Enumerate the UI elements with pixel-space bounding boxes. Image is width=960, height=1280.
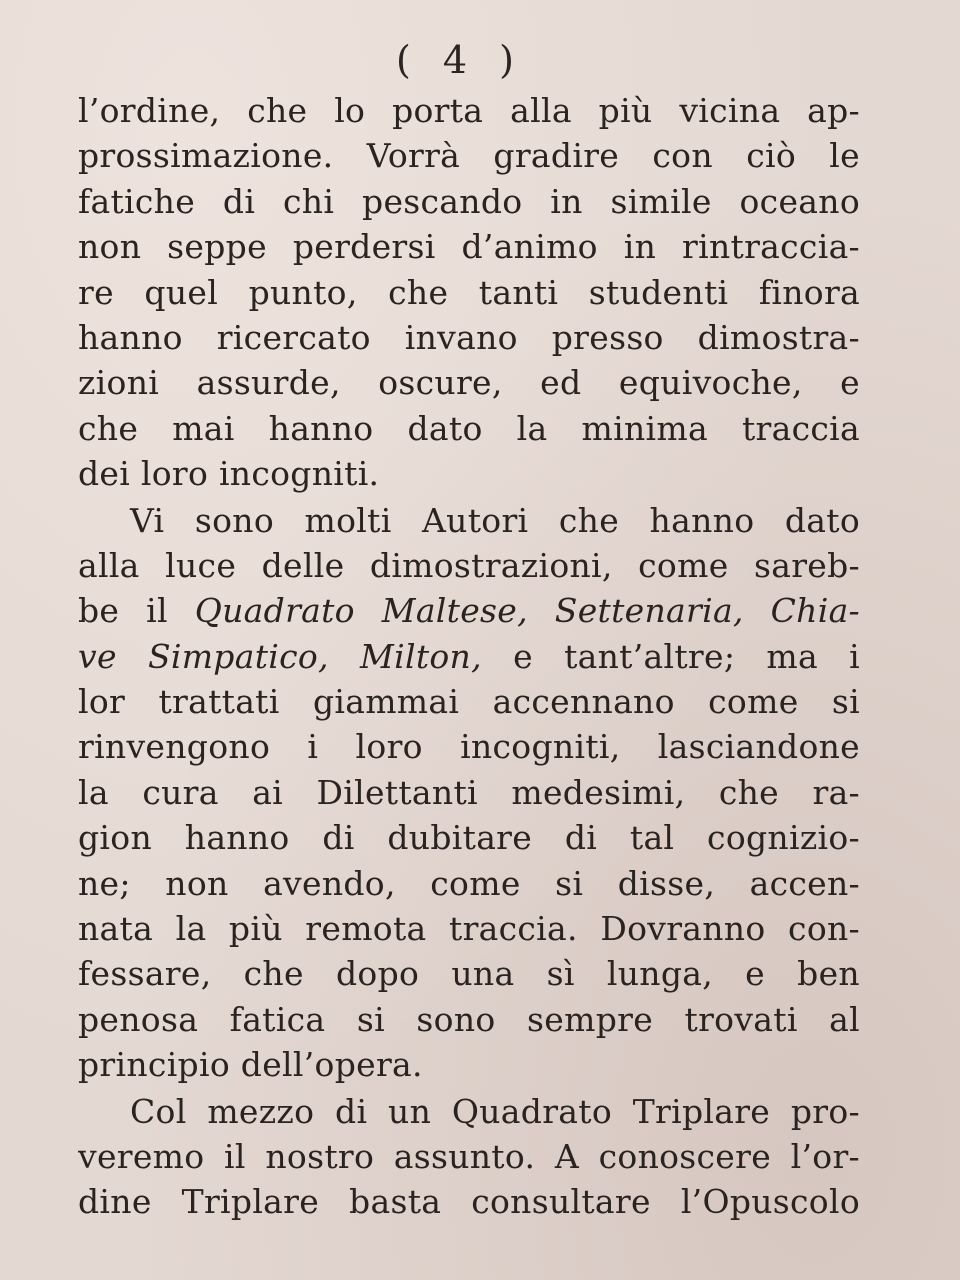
text-line: lor trattati giammai accennano come si bbox=[78, 682, 860, 722]
text-line: hanno ricercato invano presso dimostra- bbox=[78, 317, 860, 357]
text-line: dine Triplare basta consultare l’Opuscolo bbox=[78, 1182, 860, 1222]
italic-title-span: Quadrato Maltese, Settenaria, Chia- bbox=[194, 591, 860, 631]
text-span: e tant’altre; ma i bbox=[481, 636, 860, 676]
text-line bbox=[78, 634, 860, 679]
text-line: fatiche di chi pescando in simile oceano bbox=[78, 181, 860, 221]
paragraph-3 bbox=[78, 1089, 860, 1225]
text-line: Col mezzo di un Quadrato Triplare pro- bbox=[130, 1091, 860, 1131]
text-line: l’ordine, che lo porta alla più vicina ap- bbox=[78, 91, 860, 130]
paragraph-1 bbox=[78, 88, 860, 497]
text-line: che mai hanno dato la minima traccia bbox=[78, 408, 860, 448]
text-line: ne; non avendo, come si disse, accen- bbox=[78, 863, 860, 903]
text-line: dei loro incogniti. bbox=[78, 454, 380, 494]
text-line: Vi sono molti Autori che hanno dato bbox=[130, 500, 860, 540]
text-line: rinvengono i loro incogniti, lasciandone bbox=[78, 727, 860, 767]
text-line: nata la più remota traccia. Dovranno con- bbox=[78, 909, 860, 949]
text-line: penosa fatica si sono sempre trovati al bbox=[78, 999, 860, 1039]
text-line: fessare, che dopo una sì lunga, e ben bbox=[78, 954, 860, 994]
italic-title-span: ve Simpatico, Milton, bbox=[78, 636, 482, 676]
text-line: gion hanno di dubitare di tal cognizio- bbox=[78, 818, 860, 858]
text-line: principio dell’opera. bbox=[78, 1045, 423, 1085]
text-line: non seppe perdersi d’animo in rintraccia- bbox=[78, 227, 860, 267]
text-line: alla luce delle dimostrazioni, come sareb- bbox=[78, 545, 860, 585]
text-span: be il bbox=[78, 591, 195, 631]
text-line: veremo il nostro assunto. A conoscere l’or- bbox=[78, 1136, 860, 1176]
text-line: re quel punto, che tanti studenti finora bbox=[78, 272, 860, 312]
paragraph-2 bbox=[78, 498, 860, 1088]
text-line: la cura ai Dilettanti medesimi, che ra- bbox=[78, 772, 860, 812]
text-line bbox=[78, 588, 860, 633]
body-text bbox=[78, 88, 860, 1225]
text-line: prossimazione. Vorrà gradire con ciò le bbox=[78, 136, 860, 176]
text-line: zioni assurde, oscure, ed equivoche, e bbox=[78, 363, 860, 403]
page-number: ( 4 ) bbox=[396, 38, 524, 82]
